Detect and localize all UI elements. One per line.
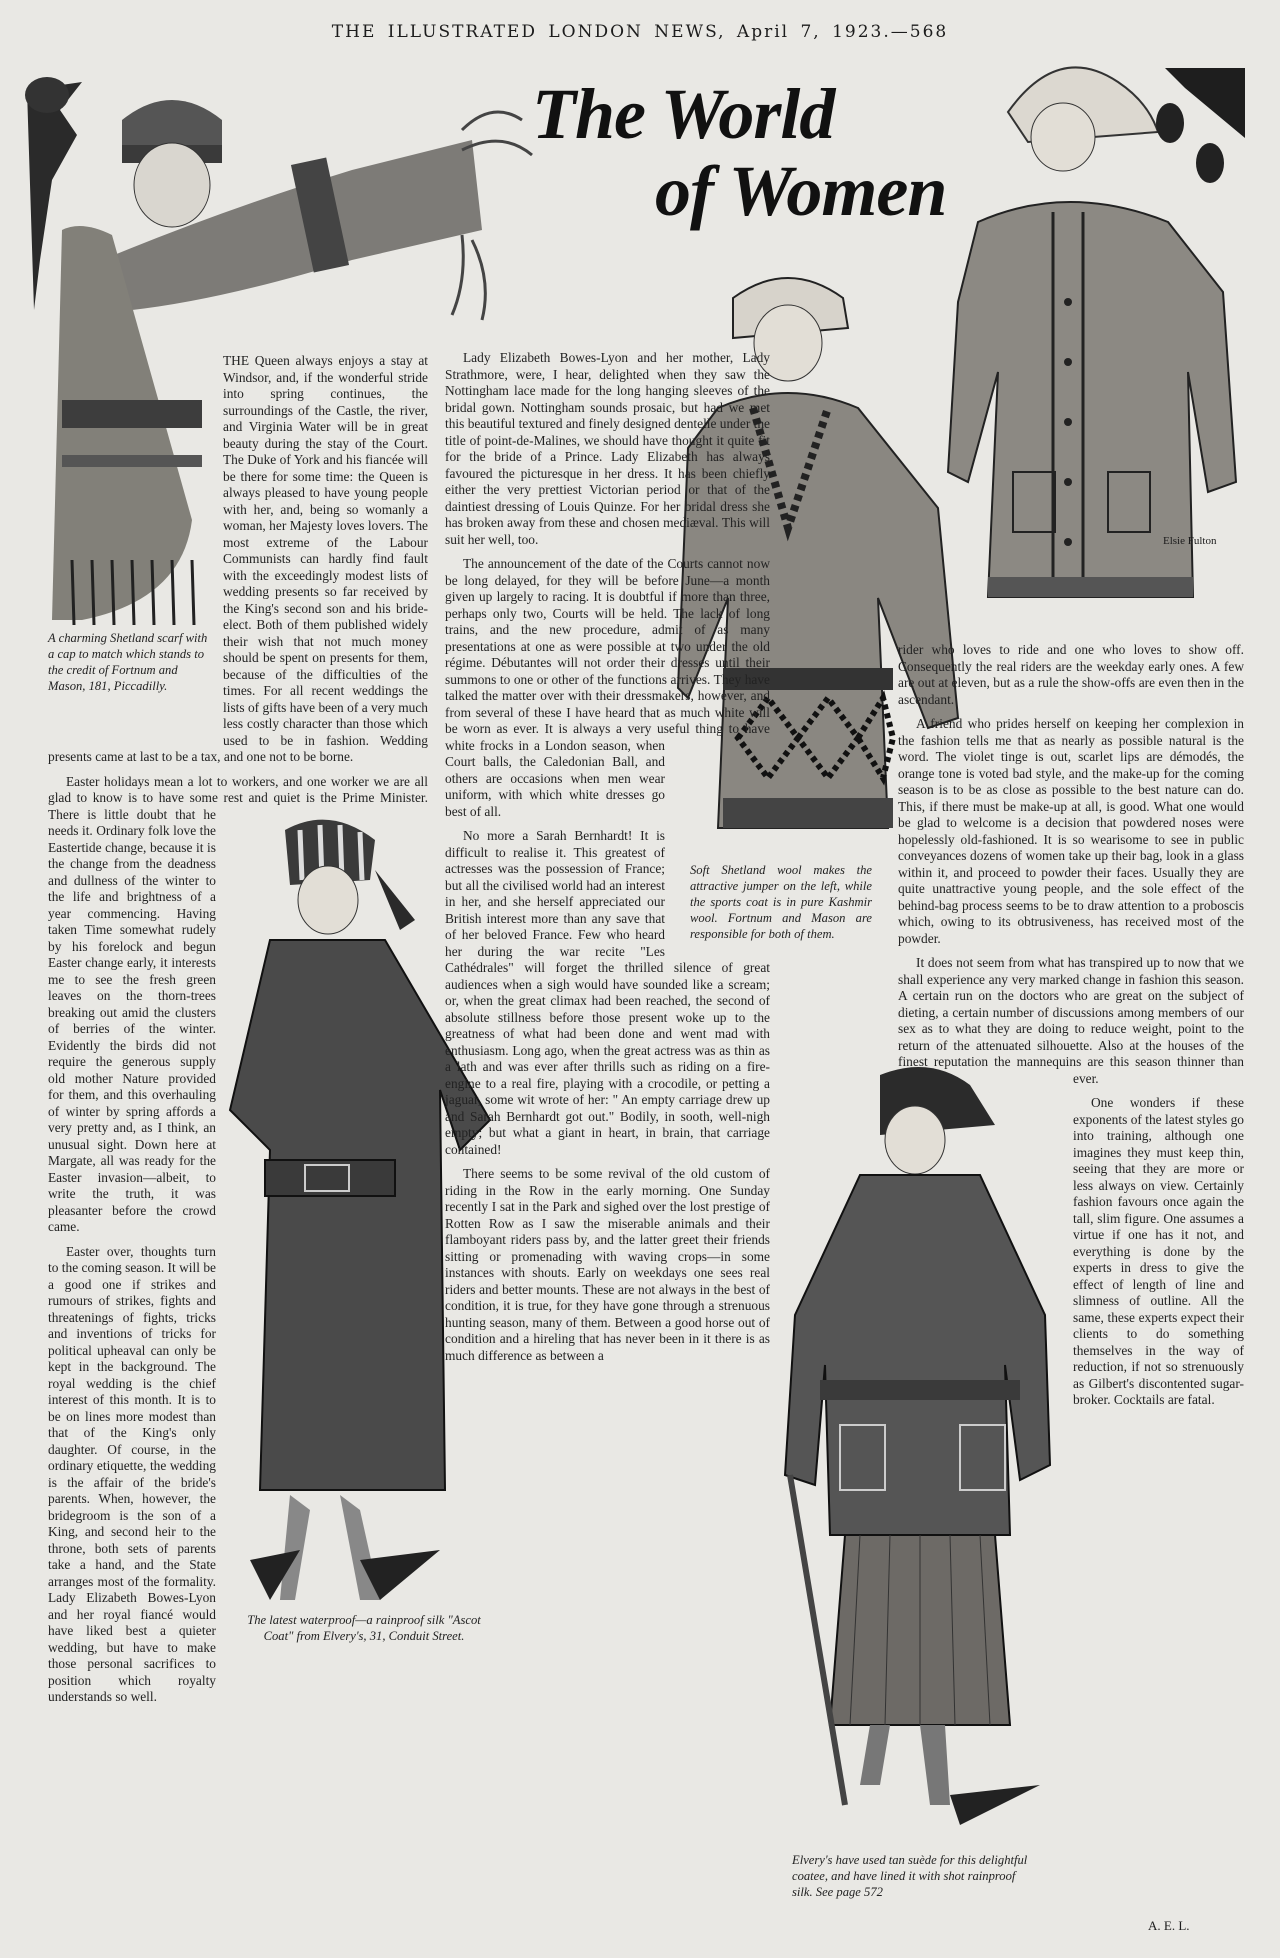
column-3: [898, 642, 1244, 1942]
title-line-2: of Women: [655, 151, 947, 231]
column-1-wrap-raincoat: [216, 813, 428, 1703]
article-paragraph: One wonders if these exponents of the latest styles go into training, although one imagines they must keep thin, seeing that they are more or less always on view. Certainly fashion favours once again the tall, slim figure. One assumes a virtue if one has it not, and everything is done by the experts in dress to give the effect of length of line and slimness of outline. All the same, these experts expect their clients to do something themselves in the way of reduction, if not so strenuously as Gilbert's discontented sugar-broker. Cocktails are fatal.: [1073, 1095, 1244, 1407]
column-2-wrap-jumper: [665, 750, 770, 950]
byline: A. E. L.: [1148, 1918, 1190, 1933]
column-1-wrap-scarf: [48, 353, 223, 748]
raincoat-caption: The latest waterproof—a rainproof silk "Ascot Coat" from Elvery's, 31, Conduit Street.: [247, 1613, 481, 1643]
page-header: THE ILLUSTRATED LONDON NEWS, April 7, 1923.—568: [331, 22, 949, 42]
article-paragraph: It does not seem from what has transpired up to now that we shall experience any very marked change in fashion this season. A certain run on the doctors who are great on the subject of dieting, a certain number of discussions among members of our sex as to what they are doing to reduce weight, point to the return of the attenuated silhouette. Also at the houses of the finest reputation the mannequins are this season thinner than ever.: [898, 955, 1244, 1086]
article-paragraph: Easter over, thoughts turn to the coming season. It will be a good one if strikes and rumours of strikes, fights and threatenings of fights, tricks and inventions of tricks for political upheaval can only be kept in the background. The royal wedding is the chief interest of this month. It is to be on lines more modest than that of the King's only daughter. Of course, in the ordinary etiquette, the wedding is the affair of the bride's parents. When, however, the bridegroom is the son of a King, and second heir to the throne, both sets of parents take a hand, and the State arranges most of the formality. Lady Elizabeth Bowes-Lyon and her royal fiancé would have liked best a quieter wedding, but have to make those personal sacrifices to position which royalty understands so well.: [48, 1243, 216, 1704]
article-paragraph: Lady Elizabeth Bowes-Lyon and her mother, Lady Strathmore, were, I hear, delighted when they saw the Nottingham lace made for the long hanging sleeves of the bridal gown. Nottingham sounds prosaic, but had we met this beautiful textured and finely designed dentelle under the title of point-de-Malines, we should have thought it quite fit for the bride of a Prince. Lady Elizabeth has always favoured the picturesque in her dress. It has been chiefly either the very prettiest Victorian period or that of the daintiest dressing of Louis Quinze. For her bridal dress she has broken away from these and chosen mediæval. This will suit her well, too.: [445, 350, 770, 547]
coatee-caption: Elvery's have used tan suède for this delightful coatee, and have lined it with shot rainproof silk. See page 572: [792, 1853, 1028, 1899]
artist-signature: Elsie Fulton: [1163, 535, 1217, 547]
article-paragraph: No more a Sarah Bernhardt! It is difficult to realise it. This greatest of actresses was the possession of France; but all the civilised world had an interest in her, and she herself appreciated our British interest more than any save that of her beloved France. Few who heard her during the war recite "Les Cathédrales" will forget the thrilled silence of great audiences when a sigh would have sounded like a scream; or, when the great climax had been reached, the second of absolute stillness before those present woke up to the greatness of what had been done and went mad with enthusiasm. Long ago, when the great actress was as thin as a lath and was ever after thrills such as riding on a fire-engine to a real fire, playing with a crocodile, or petting a jaguar, some wit wrote of her: " An empty carriage drew up and Sarah Bernhardt got out." Bodily, in sooth, well-nigh empty; but what a giant in heart, in brain, that carriage contained!: [445, 828, 770, 1157]
article-paragraph: rider who loves to ride and one who loves to show off. Consequently the real riders are the weekday early ones. A few are out at eleven, but as a rule the show-offs are even then in the ascendant.: [898, 642, 1244, 707]
article-paragraph: THE Queen always enjoys a stay at Windsor, and, if the wonderful stride into spring continues, the surroundings of the Castle, the river, and Virginia Water will be in great beauty during the stay of the Court. The Duke of York and his fiancée will be there for some time: the Queen is always pleased to have young people with her, and, being so womanly a woman, her Majesty loves lovers. The most extreme of the Labour Communists can hardly find fault with the exceedingly modest lists of wedding presents so far received by the King's second son and his bride-elect. Both of them published widely their wish that not much money should be spent on presents for them, because of the difficulties of the times. For all recent weddings the lists of gifts have been of a very much less costly character than those which used to be in fashion. Wedding presents came at last to be a tax, and one not to be borne.: [48, 353, 428, 764]
jumper-caption: Soft Shetland wool makes the attractive jumper on the left, while the sports coat is in pure Kashmir wool. Fortnum and Mason are responsible for both of them.: [690, 863, 872, 941]
column-2: [445, 350, 770, 1930]
column-1: [48, 353, 428, 1898]
scarf-caption: A charming Shetland scarf with a cap to match which stands to the credit of Fortnum and Mason, 181, Piccadilly.: [48, 631, 208, 693]
article-paragraph: Easter holidays mean a lot to workers, and one worker we are all glad to know is to have some rest and quiet is the Prime Minister. There is little doubt that he needs it. Ordinary folk love the Eastertide change, because it is the change from the deadness and dullness of the winter to the life and brightness of a year commencing. Having taken Time somewhat rudely by his forelock and begun Easter change early, it interests me to see the fresh green leaves on the thorn-trees breaking out amid the clusters of berries of the winter. Evidently the birds did not require the generous supply old mother Nature provided for them, and this overhauling of winter by spring affords a very pretty and, as I think, an unusual sight. Down here at Margate, all was ready for the Easter invasion—albeit, to write the truth, it was pleasanter before the crowd came.: [48, 773, 428, 1234]
article-paragraph: A friend who prides herself on keeping her complexion in the fashion tells me that as nearly as possible natural is the word. The violet tinge is out, scarlet lips are démodés, the orange tone is voted bad style, and the make-up for the coming season is to be as close as possible to the best nature can do. This, if there must be make-up at all, is good. What one would be glad to welcome is a decision that powdered noses were hopelessly old-fashioned. It is so wearisome to see in public conveyances dozens of women take up their bag, look in a glass within it, and proceed to powder their faces. Usually they are quite unattractive young people, and the sole effect of the behind-bag process seems to be to draw attention to a proboscis which, owing to its obtrusiveness, has received most of the powder.: [898, 716, 1244, 946]
title-line-1: The World: [532, 74, 835, 154]
tassel-ornament: [1155, 68, 1245, 188]
column-3-wrap-coatee: [898, 1072, 1073, 1862]
article-paragraph: There seems to be some revival of the old custom of riding in the Row in the early morning. One Sunday recently I sat in the Park and sighed over the lost prestige of Rotten Row as I saw the miserable animals and their flamboyant riders pass by, and the latter greet their friends sitting or promenading with waving crops—in some instances with shouts. Early on weekdays one sees real riders and better mounts. These are not always in the best of condition, it is true, for they have gone through a strenuous hunting season, many of them. Between a good horse out of condition and a hireling that has never been in it there is as much difference as between a: [445, 1166, 770, 1363]
article-paragraph: The announcement of the date of the Courts cannot now be long delayed, for they will be before June—a month given up largely to racing. It is doubtful if more than three, perhaps only two, Courts will be held. The lack of long trains, and the new procedure, admit of as many presentations at one as were possible at two under the old régime. Débutantes will not order their dresses until their summons to one or other of the functions arrives. They have talked the matter over with their dressmakers, however, and from several of these I have heard that as much white will be worn as ever. It is always a very useful thing to have white frocks in a London season, when Court balls, the Caledonian Ball, and others are occasions when men wear uniform, with which white dresses go best of all.: [445, 556, 770, 819]
